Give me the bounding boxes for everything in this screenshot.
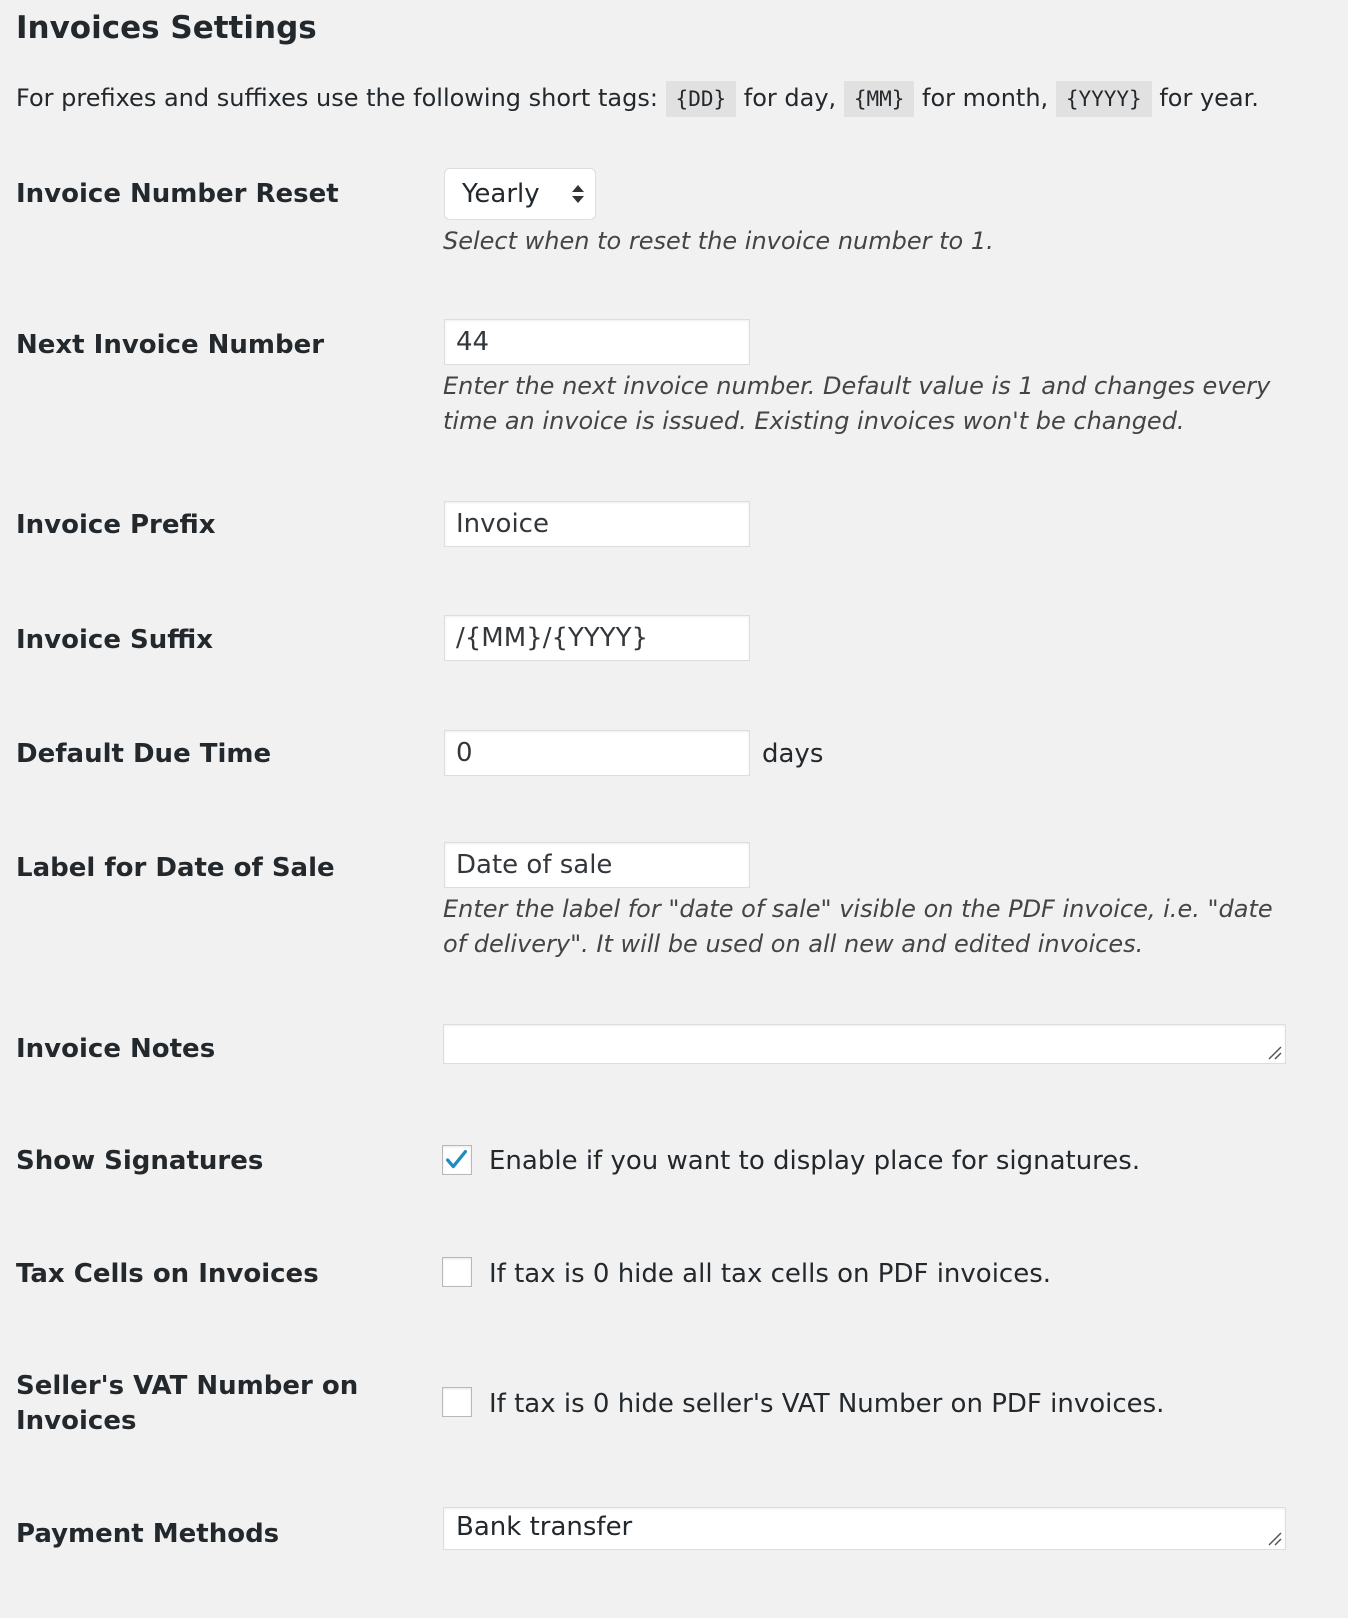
intro-for-month: for month,	[922, 84, 1049, 112]
prefix-label: Invoice Prefix	[16, 510, 216, 540]
due-time-unit: days	[762, 739, 824, 769]
tag-mm: {MM}	[844, 81, 915, 117]
payment-value: Bank transfer	[456, 1512, 633, 1542]
date-of-sale-input[interactable]: Date of sale	[444, 842, 750, 888]
next-number-input[interactable]: 44	[444, 319, 750, 365]
select-arrows-icon	[571, 179, 585, 209]
reset-label: Invoice Number Reset	[16, 179, 339, 209]
next-number-label: Next Invoice Number	[16, 330, 325, 360]
reset-description: Select when to reset the invoice number to 1.	[443, 227, 994, 255]
intro-text: For prefixes and suffixes use the following short tags:	[16, 84, 658, 112]
notes-label: Invoice Notes	[16, 1034, 216, 1064]
suffix-label: Invoice Suffix	[16, 625, 214, 655]
notes-textarea[interactable]	[443, 1024, 1286, 1064]
resize-grip-icon[interactable]	[1266, 1044, 1282, 1060]
checkmark-icon	[443, 1146, 471, 1174]
tax-cells-text: If tax is 0 hide all tax cells on PDF invoices.	[489, 1259, 1052, 1289]
intro-for-day: for day,	[743, 84, 837, 112]
payment-textarea[interactable]	[443, 1507, 1286, 1550]
next-number-description-2: time an invoice is issued. Existing invoices won't be changed.	[443, 407, 1185, 435]
next-number-description-1: Enter the next invoice number. Default value is 1 and changes every	[443, 372, 1271, 400]
page-title: Invoices Settings	[16, 10, 317, 46]
tag-dd: {DD}	[666, 81, 737, 117]
date-of-sale-label: Label for Date of Sale	[16, 853, 335, 883]
seller-vat-label-2: Invoices	[16, 1406, 137, 1436]
payment-label: Payment Methods	[16, 1519, 280, 1549]
seller-vat-text: If tax is 0 hide seller's VAT Number on PDF invoices.	[489, 1389, 1165, 1419]
tax-cells-checkbox[interactable]	[442, 1257, 472, 1287]
intro-for-year: for year.	[1159, 84, 1259, 112]
short-tags-intro	[16, 84, 1259, 112]
resize-grip-icon[interactable]	[1266, 1530, 1282, 1546]
reset-select[interactable]	[444, 168, 596, 220]
suffix-input[interactable]: /{MM}/{YYYY}	[444, 615, 750, 661]
reset-select-value: Yearly	[462, 179, 540, 209]
signatures-checkbox[interactable]	[442, 1145, 472, 1175]
signatures-text: Enable if you want to display place for signatures.	[489, 1146, 1141, 1176]
due-time-label: Default Due Time	[16, 739, 272, 769]
date-of-sale-description-2: of delivery". It will be used on all new and edited invoices.	[443, 930, 1144, 958]
date-of-sale-description-1: Enter the label for "date of sale" visible on the PDF invoice, i.e. "date	[443, 895, 1273, 923]
seller-vat-label-1: Seller's VAT Number on	[16, 1371, 359, 1401]
signatures-label: Show Signatures	[16, 1146, 264, 1176]
tax-cells-label: Tax Cells on Invoices	[16, 1259, 319, 1289]
prefix-input[interactable]: Invoice	[444, 501, 750, 547]
due-time-input[interactable]: 0	[444, 730, 750, 776]
seller-vat-checkbox[interactable]	[442, 1387, 472, 1417]
tag-yyyy: {YYYY}	[1056, 81, 1152, 117]
